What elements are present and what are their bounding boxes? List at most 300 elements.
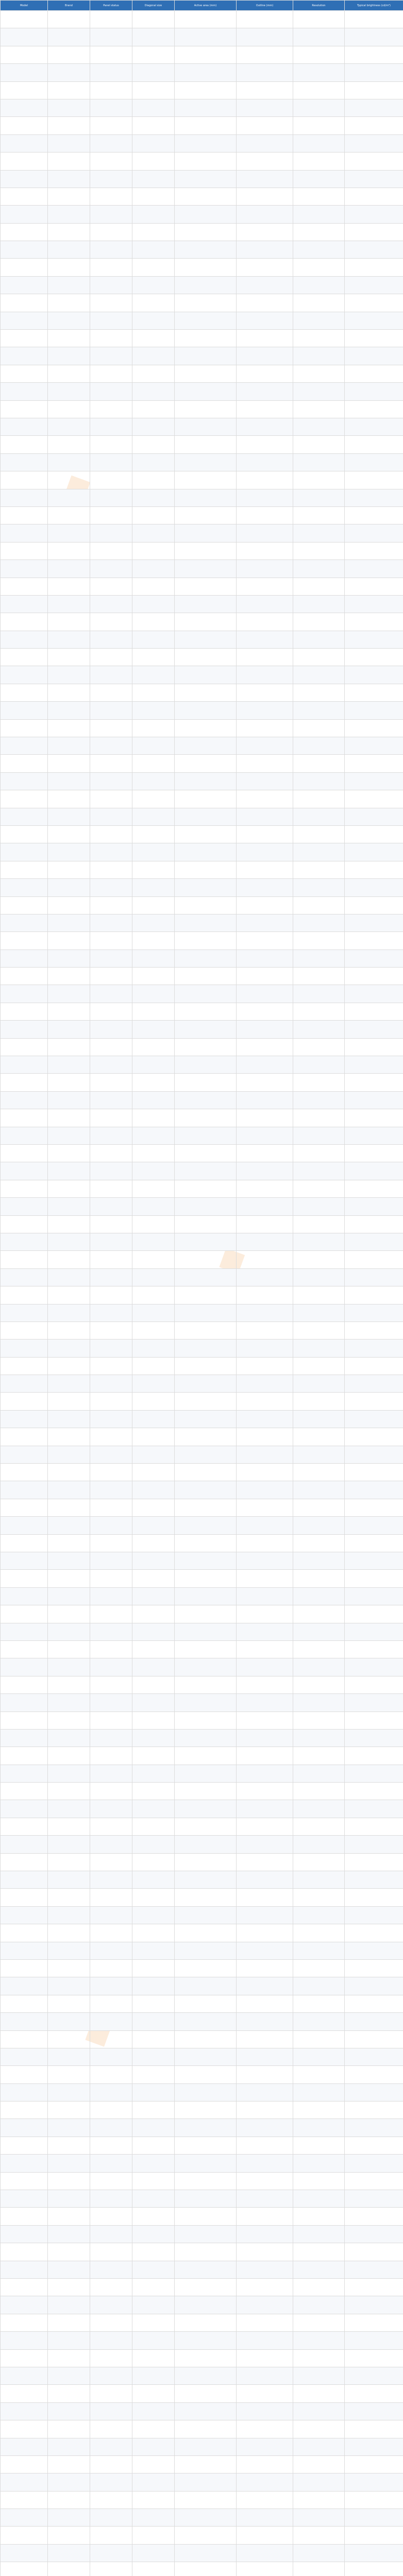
table-cell	[175, 2013, 237, 2030]
table-cell	[90, 365, 132, 382]
table-cell	[175, 436, 237, 453]
table-cell	[48, 2491, 90, 2509]
table-cell	[90, 879, 132, 896]
table-cell	[48, 2562, 90, 2576]
table-cell	[175, 1464, 237, 1481]
table-cell	[1, 2066, 48, 2083]
table-cell	[90, 383, 132, 400]
table-cell	[90, 1074, 132, 1091]
table-cell	[132, 1747, 175, 1765]
table-cell	[293, 1924, 345, 1942]
table-cell	[345, 1162, 403, 1180]
table-cell	[293, 684, 345, 701]
table-cell	[1, 1517, 48, 1534]
table-cell	[175, 206, 237, 223]
table-cell	[237, 1145, 293, 1162]
table-cell	[175, 1747, 237, 1765]
table-cell	[237, 755, 293, 772]
table-cell	[90, 2137, 132, 2154]
table-cell	[132, 2438, 175, 2455]
table-row	[1, 719, 403, 737]
table-cell	[237, 1428, 293, 1446]
table-cell	[1, 950, 48, 967]
table-row	[1, 1162, 403, 1180]
table-cell	[1, 2083, 48, 2101]
table-cell	[345, 1286, 403, 1304]
table-row	[1, 2083, 403, 2101]
table-cell	[132, 2367, 175, 2384]
table-cell	[48, 1145, 90, 1162]
table-cell	[90, 312, 132, 329]
table-cell	[175, 1481, 237, 1499]
table-cell	[237, 117, 293, 134]
table-cell	[90, 1517, 132, 1534]
table-cell	[293, 861, 345, 878]
table-cell	[345, 985, 403, 1003]
table-cell	[48, 843, 90, 861]
table-cell	[237, 1003, 293, 1020]
table-row	[1, 2137, 403, 2154]
table-row	[1, 99, 403, 116]
table-cell	[175, 1233, 237, 1250]
table-cell	[90, 1942, 132, 1959]
table-cell	[293, 383, 345, 400]
table-cell	[48, 2402, 90, 2420]
table-cell	[48, 1587, 90, 1605]
table-cell	[1, 772, 48, 790]
table-cell	[48, 1977, 90, 1995]
table-row	[1, 684, 403, 701]
table-cell	[175, 755, 237, 772]
table-cell	[90, 1428, 132, 1446]
table-cell	[175, 330, 237, 347]
table-row	[1, 2030, 403, 2048]
table-cell	[1, 524, 48, 542]
table-cell	[345, 1977, 403, 1995]
table-cell	[48, 1570, 90, 1587]
table-cell	[237, 1481, 293, 1499]
table-cell	[1, 11, 48, 28]
table-cell	[345, 1340, 403, 1357]
table-cell	[237, 1853, 293, 1871]
table-cell	[175, 2385, 237, 2402]
table-cell	[175, 1304, 237, 1321]
table-cell	[1, 1127, 48, 1144]
table-cell	[90, 666, 132, 684]
table-cell	[90, 1623, 132, 1640]
table-cell	[175, 188, 237, 205]
table-cell	[90, 1499, 132, 1516]
table-cell	[293, 914, 345, 931]
table-cell	[48, 1180, 90, 1197]
table-cell	[132, 170, 175, 188]
table-cell	[345, 2137, 403, 2154]
table-row	[1, 1605, 403, 1623]
table-cell	[345, 1321, 403, 1339]
table-cell	[132, 861, 175, 878]
table-cell	[237, 188, 293, 205]
table-cell	[175, 1517, 237, 1534]
table-cell	[132, 1145, 175, 1162]
table-cell	[175, 737, 237, 755]
table-cell	[1, 170, 48, 188]
table-cell	[345, 2385, 403, 2402]
table-cell	[1, 1995, 48, 2012]
table-cell	[132, 1889, 175, 1906]
table-cell	[132, 2119, 175, 2137]
table-cell	[90, 2279, 132, 2296]
table-cell	[237, 1056, 293, 1074]
table-cell	[90, 276, 132, 294]
table-cell	[132, 684, 175, 701]
table-cell	[293, 436, 345, 453]
table-cell	[237, 2438, 293, 2455]
table-cell	[1, 914, 48, 931]
table-cell	[90, 825, 132, 843]
table-cell	[90, 1268, 132, 1286]
table-cell	[48, 81, 90, 99]
table-cell	[90, 1251, 132, 1268]
table-cell	[1, 825, 48, 843]
table-cell	[48, 524, 90, 542]
table-cell	[175, 2527, 237, 2544]
table-cell	[237, 1605, 293, 1623]
table-cell	[175, 1676, 237, 1693]
table-cell	[175, 506, 237, 524]
table-cell	[48, 1676, 90, 1693]
table-cell	[1, 1268, 48, 1286]
table-cell	[237, 1321, 293, 1339]
table-row	[1, 808, 403, 825]
table-cell	[132, 418, 175, 435]
table-cell	[90, 1605, 132, 1623]
table-cell	[175, 1357, 237, 1375]
table-cell	[90, 950, 132, 967]
table-cell	[237, 1340, 293, 1357]
table-cell	[1, 400, 48, 418]
table-cell	[345, 152, 403, 170]
table-cell	[293, 11, 345, 28]
table-cell	[237, 1251, 293, 1268]
table-cell	[1, 1836, 48, 1853]
table-cell	[48, 2119, 90, 2137]
table-cell	[132, 2385, 175, 2402]
table-cell	[48, 1853, 90, 1871]
table-cell	[237, 436, 293, 453]
table-cell	[237, 542, 293, 560]
table-cell	[132, 2296, 175, 2314]
table-cell	[132, 1729, 175, 1747]
table-cell	[90, 2102, 132, 2119]
table-header-row	[1, 1, 403, 11]
table-row	[1, 2455, 403, 2473]
table-cell	[132, 1587, 175, 1605]
table-cell	[237, 2190, 293, 2208]
table-row	[1, 2562, 403, 2576]
table-cell	[237, 2066, 293, 2083]
table-cell	[345, 2402, 403, 2420]
table-cell	[132, 1694, 175, 1711]
table-cell	[345, 968, 403, 985]
table-cell	[237, 932, 293, 950]
table-cell	[48, 489, 90, 506]
table-cell	[175, 1836, 237, 1853]
table-cell	[90, 46, 132, 63]
table-cell	[293, 1853, 345, 1871]
table-cell	[293, 1127, 345, 1144]
table-row	[1, 223, 403, 241]
table-cell	[48, 2279, 90, 2296]
table-cell	[237, 294, 293, 312]
table-row	[1, 825, 403, 843]
table-cell	[345, 2279, 403, 2296]
table-cell	[345, 2030, 403, 2048]
table-row	[1, 2367, 403, 2384]
table-cell	[1, 1765, 48, 1782]
table-cell	[48, 453, 90, 471]
table-cell	[132, 2349, 175, 2367]
table-cell	[90, 1534, 132, 1552]
table-cell	[132, 843, 175, 861]
table-cell	[293, 1499, 345, 1516]
table-cell	[90, 1393, 132, 1410]
table-cell	[48, 2544, 90, 2562]
table-cell	[90, 1765, 132, 1782]
table-cell	[90, 489, 132, 506]
table-cell	[48, 11, 90, 28]
table-cell	[345, 1410, 403, 1428]
table-cell	[345, 914, 403, 931]
table-cell	[175, 1145, 237, 1162]
table-cell	[90, 2155, 132, 2172]
table-cell	[175, 1428, 237, 1446]
table-cell	[175, 1340, 237, 1357]
table-cell	[345, 1694, 403, 1711]
table-cell	[237, 2473, 293, 2491]
table-cell	[175, 2225, 237, 2243]
table-cell	[90, 1056, 132, 1074]
table-cell	[48, 1074, 90, 1091]
table-cell	[237, 1410, 293, 1428]
table-cell	[237, 702, 293, 719]
table-cell	[90, 81, 132, 99]
table-cell	[237, 2402, 293, 2420]
table-cell	[48, 241, 90, 259]
table-cell	[175, 1658, 237, 1676]
table-cell	[90, 2349, 132, 2367]
table-cell	[1, 383, 48, 400]
table-cell	[132, 542, 175, 560]
table-cell	[1, 81, 48, 99]
table-cell	[293, 241, 345, 259]
table-cell	[90, 843, 132, 861]
table-row	[1, 259, 403, 276]
table-cell	[293, 1180, 345, 1197]
table-cell	[48, 879, 90, 896]
table-cell	[48, 134, 90, 152]
table-cell	[175, 1640, 237, 1658]
table-row	[1, 117, 403, 134]
table-cell	[90, 2491, 132, 2509]
table-cell	[90, 649, 132, 666]
table-row	[1, 2190, 403, 2208]
table-cell	[1, 241, 48, 259]
table-cell	[1, 1286, 48, 1304]
table-cell	[345, 1570, 403, 1587]
table-cell	[48, 223, 90, 241]
table-cell	[293, 2119, 345, 2137]
table-cell	[237, 1109, 293, 1127]
table-cell	[237, 1375, 293, 1393]
table-cell	[293, 2225, 345, 2243]
table-cell	[1, 2420, 48, 2438]
table-cell	[48, 1481, 90, 1499]
table-cell	[48, 808, 90, 825]
table-cell	[132, 1623, 175, 1640]
table-cell	[1, 843, 48, 861]
table-row	[1, 1818, 403, 1835]
table-cell	[293, 1995, 345, 2012]
table-cell	[90, 2208, 132, 2225]
table-cell	[237, 1357, 293, 1375]
table-cell	[90, 790, 132, 808]
table-row	[1, 2544, 403, 2562]
table-row	[1, 312, 403, 329]
table-cell	[48, 2385, 90, 2402]
table-cell	[132, 666, 175, 684]
table-cell	[345, 772, 403, 790]
table-cell	[132, 259, 175, 276]
table-row	[1, 1676, 403, 1693]
table-cell	[293, 1003, 345, 1020]
table-cell	[175, 808, 237, 825]
table-cell	[237, 772, 293, 790]
table-cell	[90, 1552, 132, 1569]
table-cell	[1, 1162, 48, 1180]
table-cell	[345, 1499, 403, 1516]
table-cell	[237, 1676, 293, 1693]
table-cell	[132, 1286, 175, 1304]
table-row	[1, 2279, 403, 2296]
table-cell	[90, 578, 132, 595]
table-cell	[345, 2509, 403, 2527]
table-cell	[345, 453, 403, 471]
table-cell	[132, 134, 175, 152]
table-row	[1, 2509, 403, 2527]
table-cell	[293, 1464, 345, 1481]
table-cell	[1, 223, 48, 241]
table-cell	[345, 2438, 403, 2455]
table-cell	[345, 684, 403, 701]
table-cell	[345, 1056, 403, 1074]
table-cell	[237, 1836, 293, 1853]
table-cell	[175, 1021, 237, 1038]
table-cell	[132, 1304, 175, 1321]
table-cell	[90, 1375, 132, 1393]
table-cell	[132, 2402, 175, 2420]
table-row	[1, 1340, 403, 1357]
table-cell	[1, 64, 48, 81]
table-row	[1, 1800, 403, 1818]
table-row	[1, 1145, 403, 1162]
table-cell	[175, 276, 237, 294]
table-cell	[175, 1623, 237, 1640]
table-cell	[345, 1783, 403, 1800]
table-cell	[237, 152, 293, 170]
table-cell	[293, 1765, 345, 1782]
table-cell	[237, 2137, 293, 2154]
table-cell	[132, 383, 175, 400]
table-cell	[132, 755, 175, 772]
table-cell	[1, 1552, 48, 1569]
table-cell	[237, 737, 293, 755]
table-row	[1, 2155, 403, 2172]
table-row	[1, 1959, 403, 1977]
table-cell	[175, 241, 237, 259]
table-cell	[237, 2083, 293, 2101]
table-cell	[1, 2208, 48, 2225]
table-cell	[175, 453, 237, 471]
table-cell	[90, 1091, 132, 1109]
table-cell	[48, 1109, 90, 1127]
table-cell	[293, 506, 345, 524]
table-cell	[345, 1038, 403, 1056]
table-cell	[132, 2030, 175, 2048]
table-cell	[345, 2066, 403, 2083]
table-cell	[90, 1481, 132, 1499]
table-cell	[90, 1977, 132, 1995]
table-cell	[237, 46, 293, 63]
table-cell	[293, 1640, 345, 1658]
table-cell	[345, 1871, 403, 1889]
table-cell	[175, 1729, 237, 1747]
table-cell	[175, 2155, 237, 2172]
table-cell	[132, 330, 175, 347]
table-cell	[345, 2172, 403, 2190]
table-cell	[293, 2048, 345, 2065]
table-cell	[48, 1800, 90, 1818]
table-cell	[293, 950, 345, 967]
table-row	[1, 1729, 403, 1747]
table-row	[1, 400, 403, 418]
table-cell	[345, 1800, 403, 1818]
table-cell	[345, 1889, 403, 1906]
table-cell	[1, 206, 48, 223]
table-cell	[132, 790, 175, 808]
table-row	[1, 1906, 403, 1924]
table-cell	[90, 1729, 132, 1747]
table-row	[1, 28, 403, 46]
table-cell	[293, 1340, 345, 1357]
table-cell	[293, 1818, 345, 1835]
table-cell	[293, 702, 345, 719]
table-cell	[1, 188, 48, 205]
table-row	[1, 879, 403, 896]
table-cell	[1, 1959, 48, 1977]
table-cell	[90, 1783, 132, 1800]
table-cell	[48, 1783, 90, 1800]
table-cell	[293, 46, 345, 63]
table-row	[1, 81, 403, 99]
table-row	[1, 1464, 403, 1481]
table-cell	[90, 1446, 132, 1463]
table-cell	[48, 1375, 90, 1393]
table-cell	[175, 2420, 237, 2438]
table-cell	[293, 1517, 345, 1534]
table-row	[1, 1321, 403, 1339]
table-cell	[345, 418, 403, 435]
table-cell	[132, 772, 175, 790]
